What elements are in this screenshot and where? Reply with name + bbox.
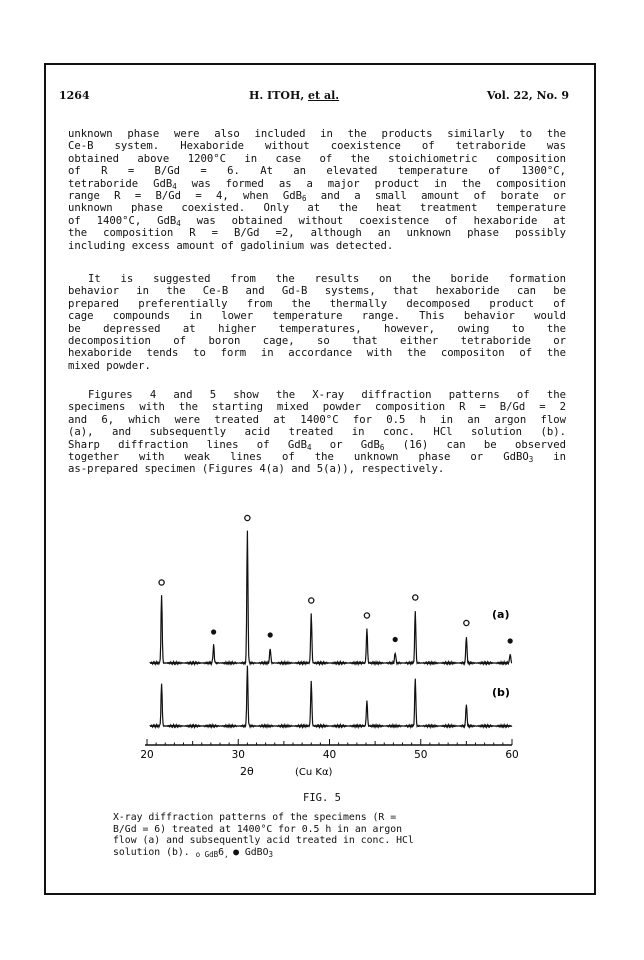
text-line: obtained above 1200°C in case of the stoichiometric composition <box>68 152 566 165</box>
text-line: cage compounds in lower temperature range. This behavior would <box>68 310 566 323</box>
peak-marker-gdbo3 <box>268 632 273 637</box>
authors <box>249 89 339 102</box>
peak-marker-gdb6 <box>413 595 418 600</box>
caption-line: solution (b). $_{o GdB}6_,$ ● GdBO$_3$ <box>113 846 273 859</box>
text-line: be depressed at higher temperatures, however, owing to the <box>68 322 566 335</box>
x-axis-units: (Cu Kα) <box>295 767 333 778</box>
x-tick-label: 20 <box>140 749 154 761</box>
series-line-0 <box>150 531 512 665</box>
x-tick-label: 30 <box>231 749 245 761</box>
xrd-chart <box>110 500 540 780</box>
volume-issue: Vol. 22, No. 9 <box>486 89 569 102</box>
text-line: specimens with the starting mixed powder composition R = B/Gd = 2 <box>68 401 566 414</box>
x-tick-label: 60 <box>505 749 519 761</box>
text-line: range R = B/Gd = 4, when GdB$_6$ and a small amount of borate or <box>68 190 566 204</box>
text-line: decomposition of boron cage, so that either tetraboride or <box>68 335 566 348</box>
text-line: together with weak lines of the unknown phase or GdBO$_3$ in <box>68 451 566 465</box>
caption-line: X-ray diffraction patterns of the specimens (R = <box>113 812 397 823</box>
peak-marker-gdb6 <box>364 613 369 618</box>
text-line: behavior in the Ce-B and Gd-B systems, that hexaboride can be <box>68 285 566 298</box>
chart-labels <box>140 608 518 778</box>
text-line: of 1400°C, GdB$_4$ was obtained without coexistence of hexaboride at <box>68 214 566 228</box>
peak-marker-gdbo3 <box>508 638 513 643</box>
text-line: the composition R = B/Gd =2, although an unknown phase possibly <box>68 227 566 240</box>
series-label: (b) <box>492 686 510 699</box>
series-line-1 <box>150 666 512 728</box>
x-axis <box>145 739 512 745</box>
text-line: and 6, which were treated at 1400°C for 0.5 h in an argon flow <box>68 413 566 426</box>
x-axis-label: 2θ <box>240 765 254 778</box>
text-line: Ce-B system. Hexaboride without coexistence of tetraboride was <box>68 140 566 153</box>
caption-line: B/Gd = 6) treated at 1400°C for 0.5 h in an argon <box>113 823 403 835</box>
paragraph-1 <box>68 128 566 252</box>
peak-marker-gdb6 <box>245 515 250 520</box>
figure-title: FIG. 5 <box>303 792 341 804</box>
x-tick-label: 50 <box>414 749 428 761</box>
peak-marker-gdb6 <box>159 580 164 585</box>
text-line: unknown phase were also included in the products similarly to the <box>68 128 566 140</box>
text-line: hexaboride tends to form in accordance with the compositon of the <box>68 347 566 360</box>
text-line: including excess amount of gadolinium was detected. <box>68 239 394 252</box>
text-line: mixed powder. <box>68 359 151 372</box>
paragraph-2 <box>68 273 566 372</box>
text-line: tetraboride GdB$_4$ was formed as a major product in the composition <box>68 177 566 191</box>
paragraph-3 <box>68 389 566 476</box>
text-line: It is suggested from the results on the boride formation <box>88 273 566 285</box>
x-tick-label: 40 <box>322 749 337 761</box>
authors-names: H. ITOH, <box>249 89 309 102</box>
text-line: (a), and subsequently acid treated in conc. HCl solution (b). <box>68 426 566 439</box>
chart-markers <box>159 515 513 643</box>
page-number: 1264 <box>59 89 90 102</box>
peak-marker-gdb6 <box>464 620 469 625</box>
peak-marker-gdbo3 <box>211 629 216 634</box>
caption-line: flow (a) and subsequently acid treated in conc. HCl <box>113 835 414 847</box>
text-line: prepared preferentially from the thermally decomposed product of <box>68 297 566 310</box>
text-line: Sharp diffraction lines of GdB$_4$ or GdB$_6$ (16) can be observed <box>68 438 566 452</box>
series-label: (a) <box>492 608 510 621</box>
text-line: Figures 4 and 5 show the X-ray diffraction patterns of the <box>88 389 566 401</box>
text-line: unknown phase coexisted. Only at the heat treatment temperature <box>68 202 566 215</box>
authors-etal: et al. <box>308 89 340 102</box>
text-line: as-prepared specimen (Figures 4(a) and 5(a)), respectively. <box>68 463 445 476</box>
figure-caption <box>113 812 493 858</box>
peak-marker-gdb6 <box>309 598 314 603</box>
running-header <box>59 89 569 105</box>
chart-lines <box>150 531 512 728</box>
peak-marker-gdbo3 <box>393 637 398 642</box>
text-line: of R = B/Gd = 6. At an elevated temperature of 1300°C, <box>68 165 566 178</box>
